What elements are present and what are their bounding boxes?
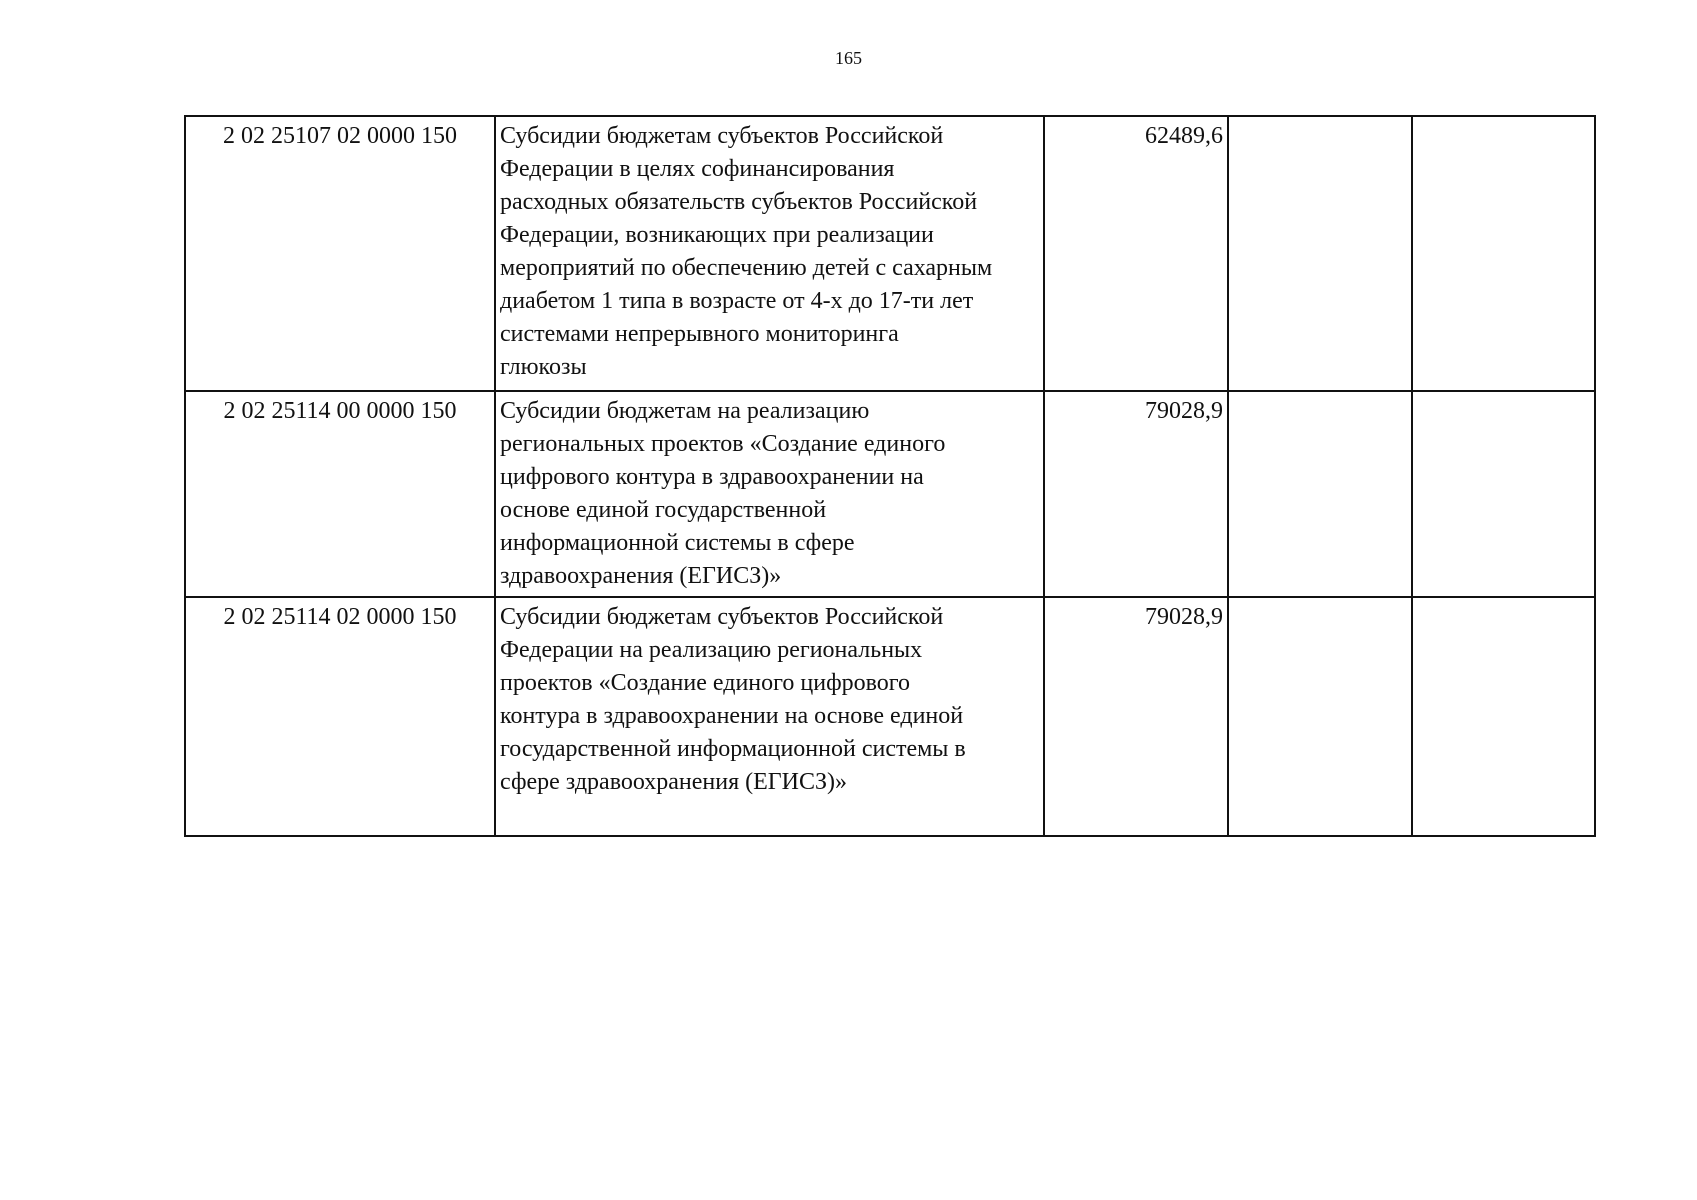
description-line: Субсидии бюджетам субъектов Российской <box>500 604 944 630</box>
empty-cell-col5 <box>1412 116 1595 391</box>
amount-cell: 79028,9 <box>1044 597 1228 836</box>
description-line: Федерации в целях софинансирования <box>500 156 895 182</box>
description-line: основе единой государственной <box>500 497 827 523</box>
description-line: Субсидии бюджетам субъектов Российской <box>500 123 944 149</box>
table-row <box>185 391 1595 597</box>
description-cell <box>495 597 1044 836</box>
amount-cell: 79028,9 <box>1044 391 1228 597</box>
description-cell <box>495 116 1044 391</box>
page-number: 165 <box>835 48 862 68</box>
table-row <box>185 116 1595 391</box>
table-row <box>185 597 1595 836</box>
description-line: контура в здравоохранении на основе единой <box>500 703 964 729</box>
budget-code-cell: 2 02 25107 02 0000 150 <box>185 116 495 391</box>
description-line: Федерации на реализацию региональных <box>500 637 923 663</box>
description-line: Федерации, возникающих при реализации <box>500 222 934 248</box>
description-line: сфере здравоохранения (ЕГИСЗ)» <box>500 769 848 795</box>
description-line: информационной системы в сфере <box>500 530 855 556</box>
budget-table <box>184 115 1596 837</box>
description-line: государственной информационной системы в <box>500 736 966 762</box>
description-line: здравоохранения (ЕГИСЗ)» <box>500 563 782 589</box>
description-line: цифрового контура в здравоохранении на <box>500 464 924 490</box>
description-line: мероприятий по обеспечению детей с сахарным <box>500 255 993 281</box>
empty-cell-col5 <box>1412 391 1595 597</box>
empty-cell-col4 <box>1228 116 1412 391</box>
description-line: Субсидии бюджетам на реализацию <box>500 398 870 424</box>
description-line: региональных проектов «Создание единого <box>500 431 946 457</box>
amount-cell: 62489,6 <box>1044 116 1228 391</box>
description-cell <box>495 391 1044 597</box>
description-line: глюкозы <box>500 354 587 380</box>
empty-cell-col4 <box>1228 391 1412 597</box>
empty-cell-col4 <box>1228 597 1412 836</box>
budget-code-cell: 2 02 25114 02 0000 150 <box>185 597 495 836</box>
empty-cell-col5 <box>1412 597 1595 836</box>
description-line: системами непрерывного мониторинга <box>500 321 899 347</box>
budget-code-cell: 2 02 25114 00 0000 150 <box>185 391 495 597</box>
description-line: проектов «Создание единого цифрового <box>500 670 911 696</box>
description-line: диабетом 1 типа в возрасте от 4-х до 17-ти лет <box>500 288 974 314</box>
description-line: расходных обязательств субъектов Российской <box>500 189 978 215</box>
